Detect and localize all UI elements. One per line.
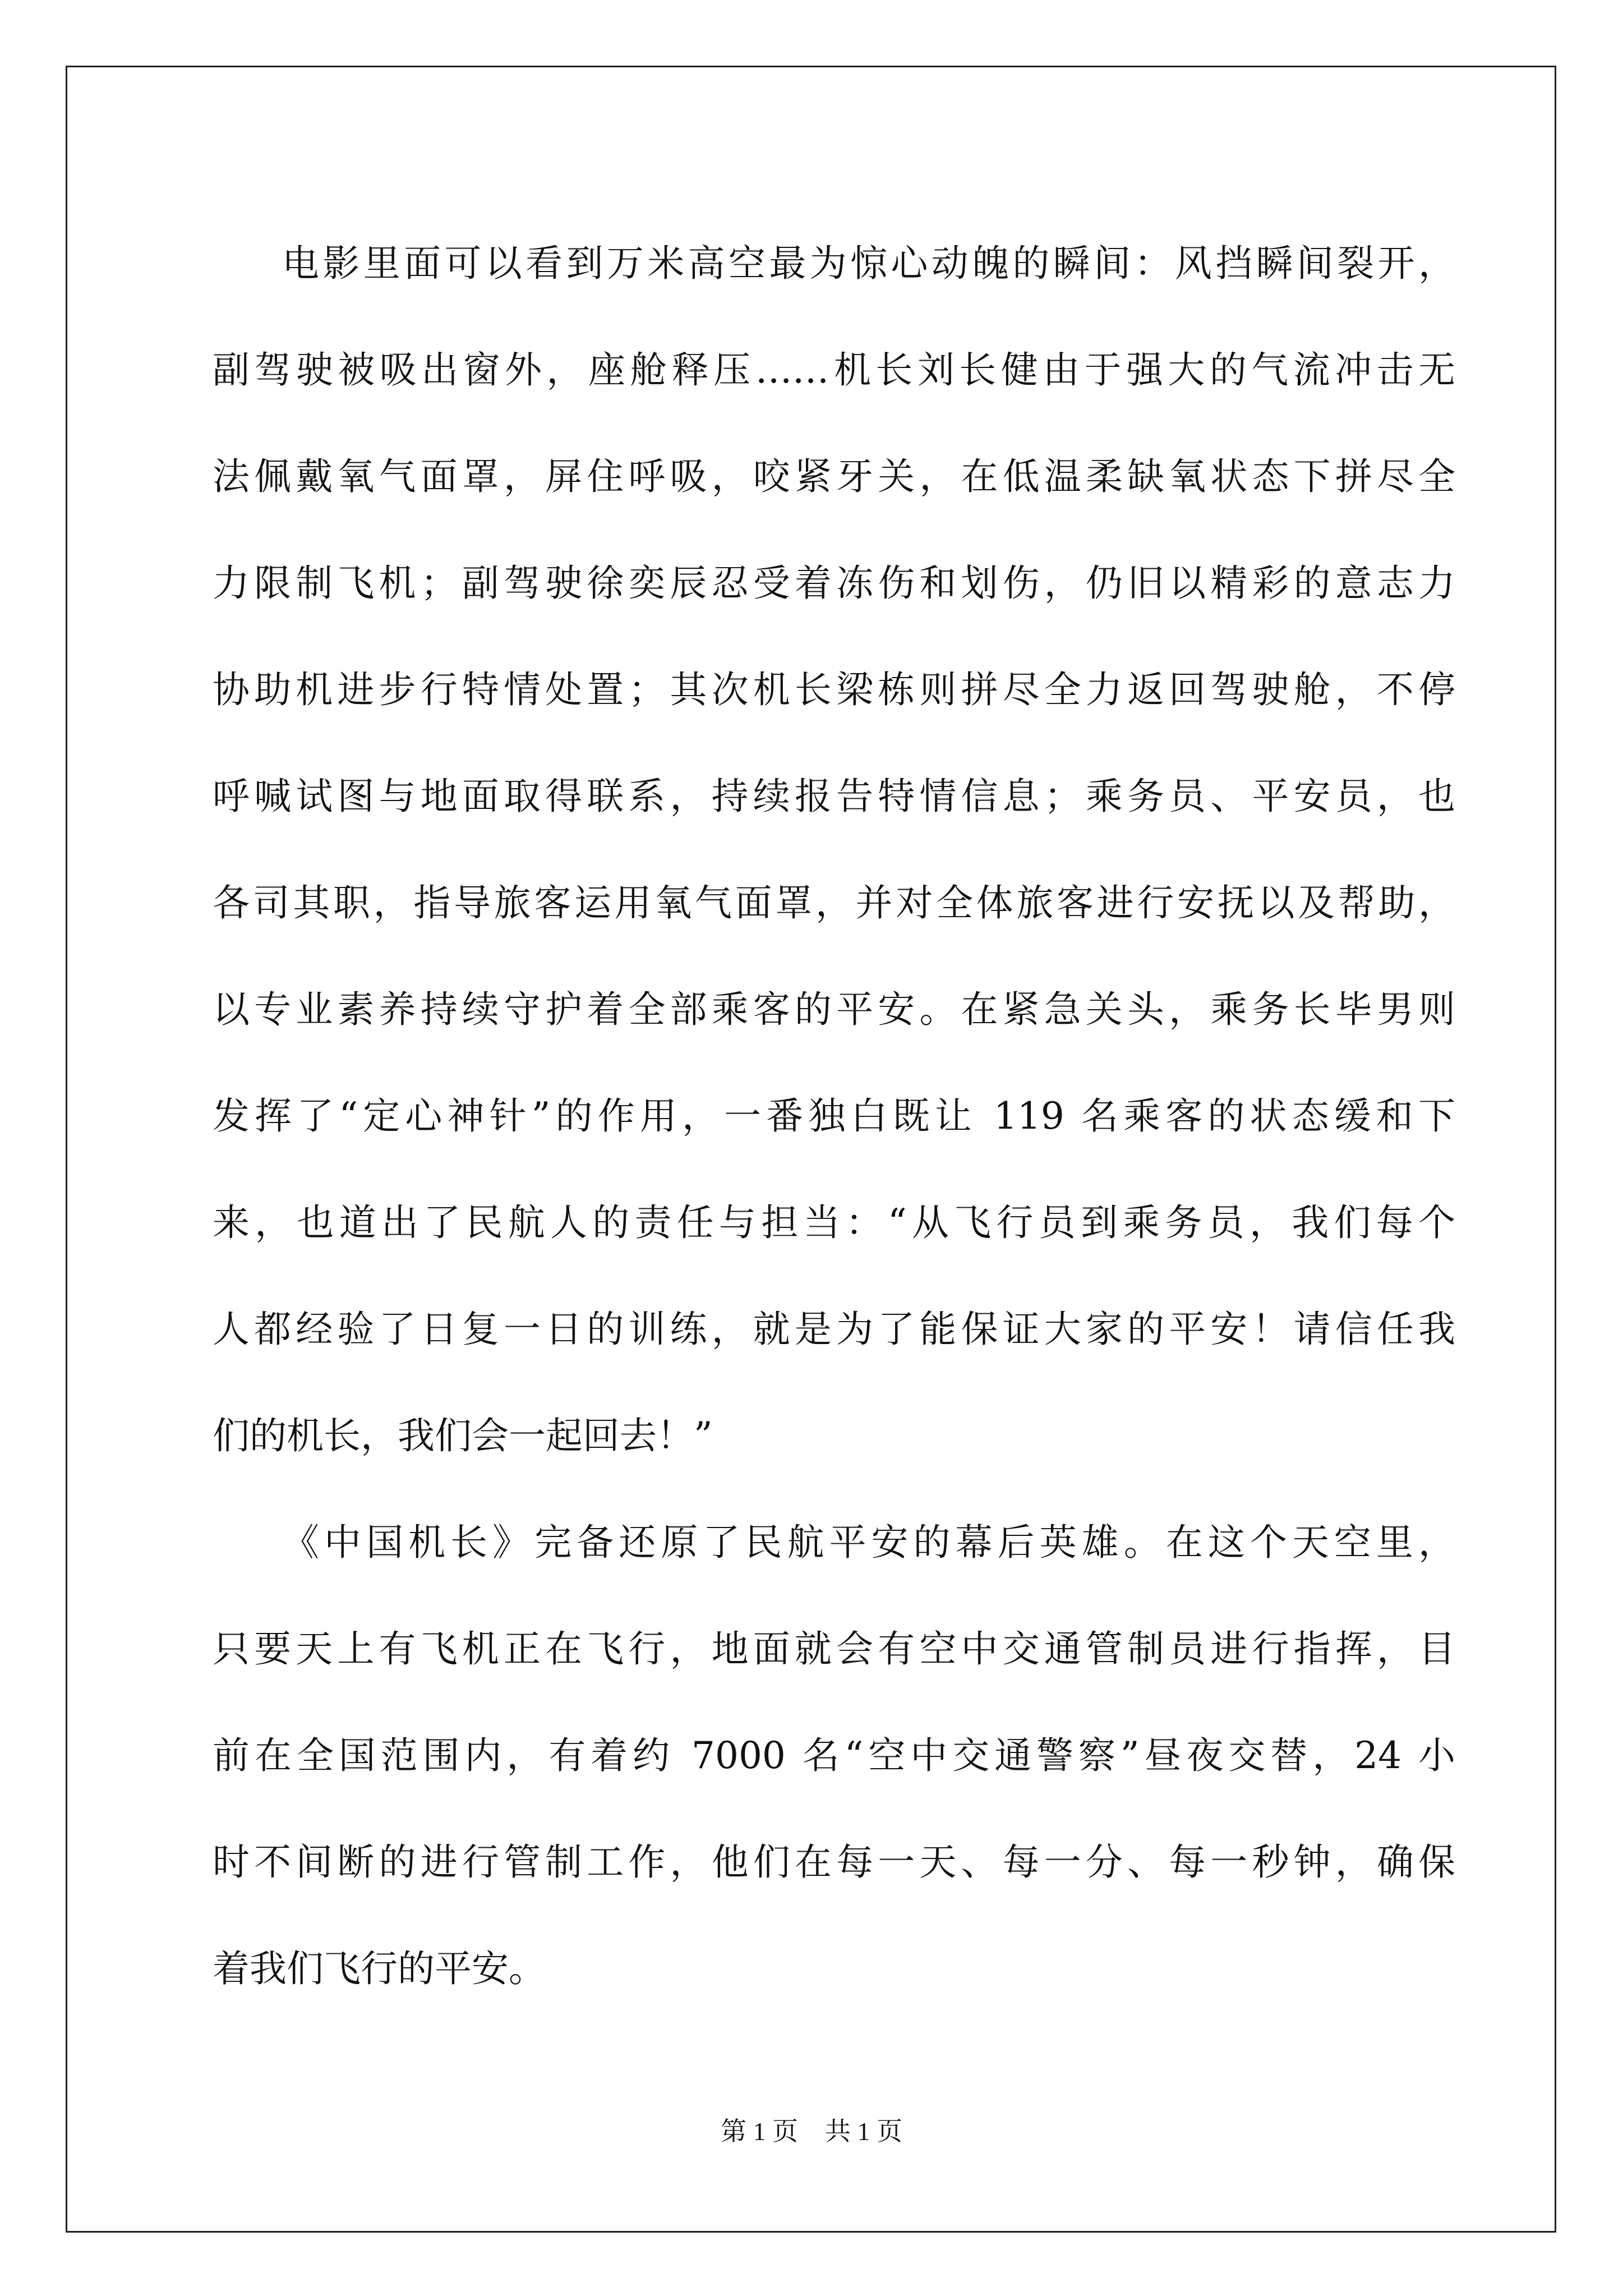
paragraph-line: 前在全国范围内，有着约 7000 名“空中交通警察”昼夜交替，24 小 [213,1734,1455,1777]
paragraph-line: 来，也道出了民航人的责任与担当：“从飞行员到乘务员，我们每个 [213,1201,1455,1244]
paragraph-line: 协助机进步行特情处置；其次机长梁栋则拼尽全力返回驾驶舱，不停 [213,668,1455,711]
paragraph-line: 呼喊试图与地面取得联系，持续报告特情信息；乘务员、平安员，也 [213,775,1455,818]
paragraph-line: 力限制飞机；副驾驶徐奕辰忍受着冻伤和划伤，仍旧以精彩的意志力 [213,562,1455,605]
paragraph-line: 电影里面可以看到万米高空最为惊心动魄的瞬间：风挡瞬间裂开， [282,242,1455,285]
paragraph-line: 以专业素养持续守护着全部乘客的平安。在紧急关头，乘务长毕男则 [213,988,1455,1031]
paragraph-1 [213,210,1455,1489]
paragraph-line: 发挥了“定心神针”的作用，一番独白既让 119 名乘客的状态缓和下 [213,1094,1455,1138]
paragraph-line: 只要天上有飞机正在飞行，地面就会有空中交通管制员进行指挥，目 [213,1627,1455,1671]
page-number: 第 1 页 [721,2117,798,2146]
paragraph-line: 各司其职，指导旅客运用氧气面罩，并对全体旅客进行安抚以及帮助， [213,881,1455,924]
paragraph-line: 副驾驶被吸出窗外，座舱释压……机长刘长健由于强大的气流冲击无 [213,348,1455,392]
paragraph-line: 《中国机长》完备还原了民航平安的幕后英雄。在这个天空里， [282,1521,1455,1564]
paragraph-line: 着我们飞行的平安。 [213,1947,546,1990]
paragraph-line: 人都经验了日复一日的训练，就是为了能保证大家的平安！请信任我 [213,1308,1455,1351]
page-total: 共 1 页 [825,2117,902,2146]
paragraph-line: 法佩戴氧气面罩，屏住呼吸，咬紧牙关，在低温柔缺氧状态下拼尽全 [213,455,1455,498]
paragraph-2 [213,1489,1455,2022]
page-footer [0,2115,1623,2148]
paragraph-line: 时不间断的进行管制工作，他们在每一天、每一分、每一秒钟，确保 [213,1841,1455,1884]
paragraph-line: 们的机长，我们会一起回去！” [213,1414,713,1457]
document-body [213,210,1455,2022]
